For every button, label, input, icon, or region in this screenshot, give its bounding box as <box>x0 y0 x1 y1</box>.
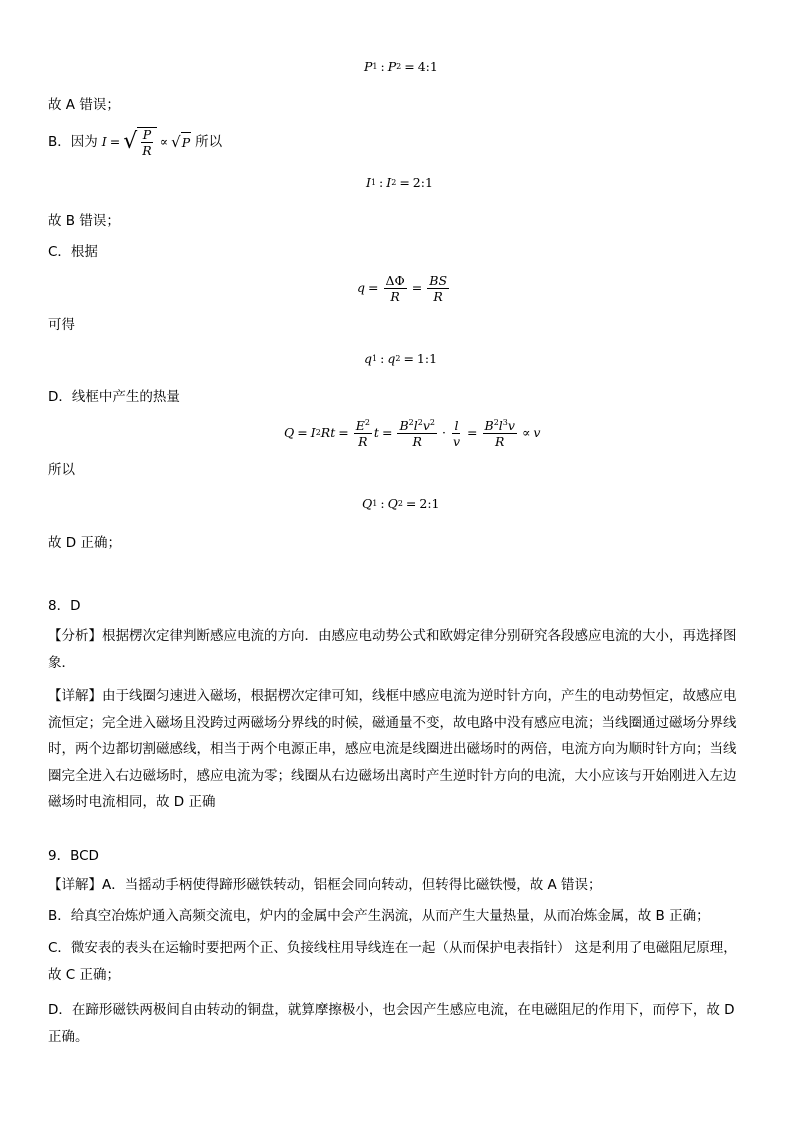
equation-current-sqrt <box>102 127 191 157</box>
math-operator: = <box>411 280 423 295</box>
equation-heat-ratio: Q 1 : Q 2 = 2:1 <box>362 496 440 511</box>
text-c-according: C．根据 <box>48 244 98 260</box>
sqrt-symbol <box>123 127 156 157</box>
math-operator: : <box>379 175 384 190</box>
math-operator: = <box>338 425 349 440</box>
math-symbol: v <box>422 417 430 433</box>
math-operator: = <box>297 425 308 440</box>
fraction-denominator: R <box>495 433 505 449</box>
fraction-denominator: R <box>390 288 400 304</box>
text-kede: 可得 <box>48 317 75 333</box>
question-8-detail: 【详解】由于线圈匀速进入磁场，根据楞次定律可知，线框中感应电流为逆时针方向，产生的电动势恒定，故感应电流恒定；完全进入磁场且没跨过两磁场分界线的时候，磁通量不变，故电路中没有感应电流；当线圈通过磁场分界线时，两个边都切割磁感线，相当于两个电源正串，感应电流是线圈进出磁场时的两倍，电流方向为顺时针方向；当线圈完全进入右边磁场时，感应电流为零；线圈从右边磁场出离时产生逆时针方向的电流，大小应该与开始刚进入左边磁场时电流相同，故 D 正确 <box>48 688 737 810</box>
fraction <box>397 419 437 448</box>
question-8-answer: 8．D <box>48 598 81 614</box>
fraction-numerator <box>354 419 372 434</box>
math-superscript: 2 <box>417 417 423 427</box>
math-symbol: q <box>387 351 396 366</box>
math-superscript: 2 <box>429 417 435 427</box>
fraction-denominator: R <box>142 143 152 158</box>
math-symbol: I <box>386 175 392 190</box>
math-symbol: Q <box>362 496 373 511</box>
fraction-denominator: R <box>433 288 443 304</box>
question-9-option-a: 【详解】A．当摇动手柄使得蹄形磁铁转动，铝框会同向转动，但转得比磁铁慢，故 A 错误； <box>48 877 602 893</box>
math-symbol: E <box>355 417 365 433</box>
fraction-numerator: l <box>454 417 459 433</box>
fraction <box>140 128 153 157</box>
math-operator: · <box>441 425 446 440</box>
math-symbol: Q <box>387 496 398 511</box>
fraction-numerator <box>397 419 437 434</box>
fraction-denominator: R <box>412 433 422 449</box>
math-symbol: q <box>357 280 366 295</box>
radical-sign: √ <box>171 132 181 151</box>
math-operator: = <box>381 425 393 440</box>
text-b-wrong: 故 B 错误； <box>48 213 120 229</box>
math-symbol: I <box>310 425 316 440</box>
math-value: 2:1 <box>412 175 433 190</box>
text-d-correct: 故 D 正确； <box>48 535 121 551</box>
fraction <box>384 274 407 303</box>
math-superscript: 3 <box>502 417 508 427</box>
math-operator: = <box>368 280 379 295</box>
math-symbol: P <box>387 59 397 74</box>
fraction <box>483 419 517 448</box>
math-value: 1:1 <box>416 351 438 366</box>
text-suoyi: 所以 <box>48 462 75 478</box>
fraction-denominator: R <box>358 433 368 449</box>
fraction-numerator: BS <box>429 272 448 288</box>
math-operator: = <box>403 351 414 366</box>
radicand <box>137 127 156 157</box>
math-value: 4:1 <box>417 59 438 74</box>
equation-current-ratio: I 1 : I 2 = 2:1 <box>366 175 433 190</box>
sqrt-symbol <box>171 132 191 153</box>
equation-heat: Q = I 2 Rt = $\frac{E^2}{R}$ t = $\frac{B^2l^2v^2}{R}$ · $\frac{l}{v}$ = $\frac{B^2l^3v}{R}$ ∝ v <box>284 417 541 449</box>
fraction <box>451 419 462 448</box>
fraction-denominator: v <box>452 433 461 449</box>
math-symbol: v <box>533 425 541 440</box>
math-symbol: l <box>413 417 418 433</box>
math-symbol: l <box>498 417 503 433</box>
fraction-numerator: P <box>142 127 152 142</box>
text-b-prefix: B．因为 <box>48 134 98 150</box>
question-9-option-b: B．给真空冶炼炉通入高频交流电，炉内的金属中会产生涡流，从而产生大量热量，从而冶炼金属，故 B 正确； <box>48 908 710 924</box>
math-symbol: Rt <box>320 425 336 440</box>
fraction <box>354 419 372 448</box>
math-superscript: 2 <box>364 417 370 427</box>
math-superscript: 2 <box>493 417 499 427</box>
math-symbol: I <box>101 134 107 149</box>
math-symbol: t <box>373 425 379 440</box>
math-operator: = <box>405 496 417 511</box>
equation-charge-ratio: q 1 : q 2 = 1:1 <box>364 351 438 366</box>
question-8-analysis: 【分析】根据楞次定律判断感应电流的方向．由感应电动势公式和欧姆定律分别研究各段感应电流的大小，再选择图象． <box>48 628 737 671</box>
text-a-wrong: 故 A 错误； <box>48 97 120 113</box>
math-operator: : <box>380 351 385 366</box>
math-operator: : <box>380 496 385 511</box>
fraction <box>427 274 449 303</box>
radicand: P <box>181 132 191 153</box>
question-9-option-c: C．微安表的表头在运输时要把两个正、负接线柱用导线连在一起（从而保护电表指针） 这是利用了电磁阻尼原理，故 C 正确； <box>48 940 737 983</box>
math-operator: = <box>404 59 415 74</box>
math-value: 2:1 <box>419 496 440 511</box>
fraction-numerator <box>483 419 517 434</box>
fraction-numerator: ΔΦ <box>385 272 405 288</box>
math-symbol: v <box>507 417 515 433</box>
math-symbol: B <box>399 417 409 433</box>
math-symbol: I <box>366 175 371 190</box>
math-symbol: P <box>364 59 373 74</box>
math-superscript: 2 <box>408 417 414 427</box>
equation-charge <box>357 270 451 306</box>
question-9-answer: 9．BCD <box>48 848 99 864</box>
math-operator: = <box>399 175 410 190</box>
math-symbol: q <box>364 351 373 366</box>
text-d-heat: D．线框中产生的热量 <box>48 389 180 405</box>
radical-sign: √ <box>123 129 138 154</box>
question-9-option-d: D．在蹄形磁铁两极间自由转动的铜盘，就算摩擦极小，也会因产生感应电流，在电磁阻尼的作用下，而停下，故 D 正确。 <box>48 1002 735 1045</box>
math-operator: = <box>467 425 478 440</box>
math-operator: : <box>380 59 385 74</box>
equation-power-ratio: P 1 : P 2 = 4:1 <box>364 59 438 74</box>
math-operator: = <box>109 134 121 149</box>
math-operator: ∝ <box>159 134 169 149</box>
math-symbol: Q <box>284 425 295 440</box>
math-symbol: B <box>484 417 494 433</box>
math-operator: ∝ <box>521 425 531 440</box>
text-b-suffix: 所以 <box>195 134 223 150</box>
text-b-because <box>48 123 222 161</box>
